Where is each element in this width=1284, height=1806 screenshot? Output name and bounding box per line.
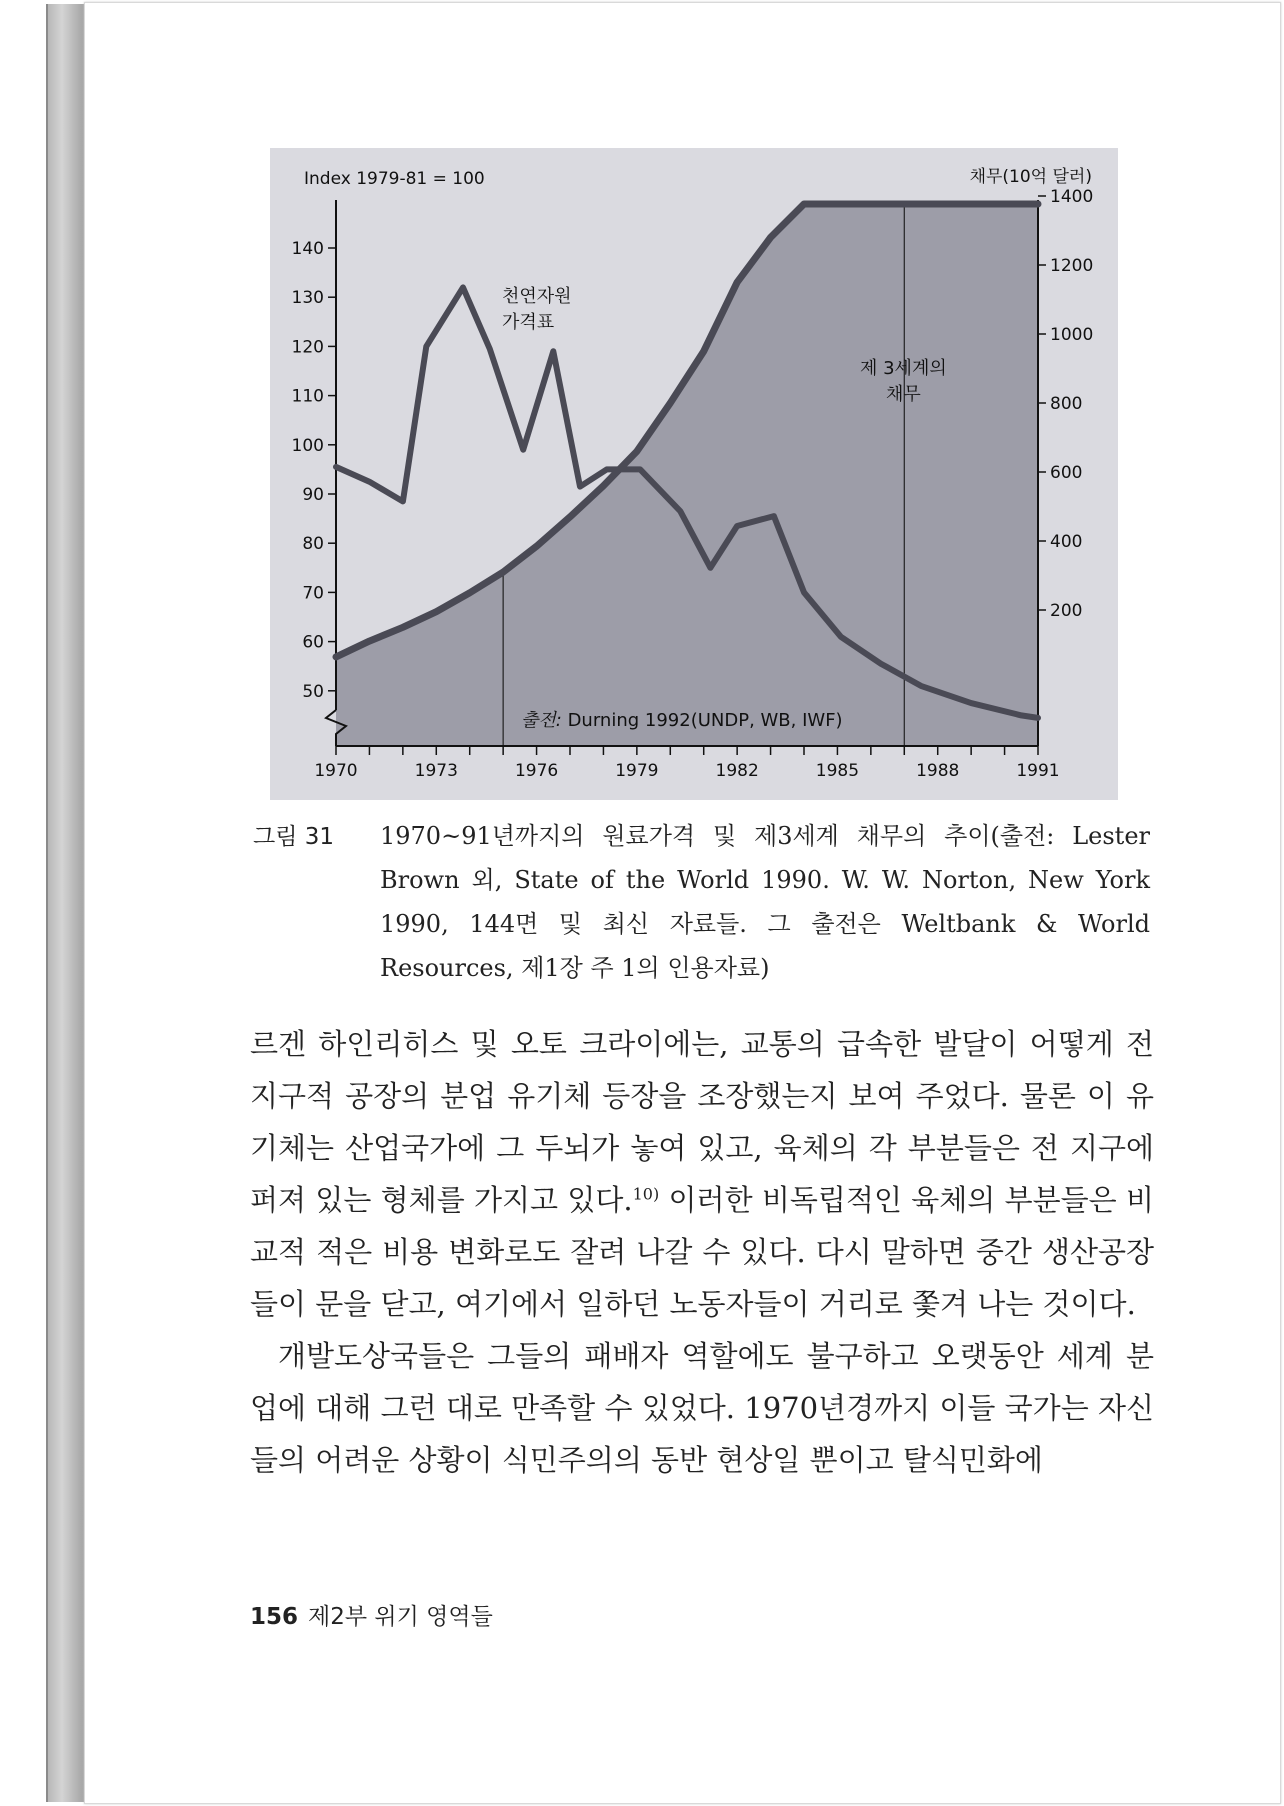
- page-number: 156: [250, 1604, 299, 1630]
- left-tick-label: 90: [302, 485, 324, 505]
- left-tick-label: 100: [291, 435, 324, 456]
- right-tick-label: 200: [1050, 601, 1083, 621]
- resource-label-line1: 천연자원: [502, 286, 572, 307]
- body-text: [250, 1018, 1154, 1486]
- debt-label-line2: 채무: [886, 384, 921, 405]
- debt-area: [336, 204, 1038, 746]
- x-tick-label: 1991: [1016, 761, 1060, 781]
- left-tick-label: 80: [302, 534, 324, 555]
- figure-chart: [270, 148, 1118, 800]
- right-tick-label: 1000: [1050, 325, 1094, 345]
- source-note: [521, 710, 843, 731]
- chart-title-right: 채무(10억 달러): [969, 167, 1092, 187]
- x-tick-label: 1970: [314, 761, 358, 781]
- left-tick-label: 50: [302, 681, 324, 702]
- footer-section: 제2부 위기 영역들: [308, 1604, 493, 1630]
- right-tick-label: 800: [1050, 394, 1083, 414]
- caption-text: 1970~91년까지의 원료가격 및 제3세계 채무의 추이(출전: Lester Brown 외, State of the World 1990. W. W. Norton, New York 1990, 144면 및 최신 자료들. 그 출전은 Weltbank & World Resources, 제1장 주 1의 인용자료): [380, 822, 1150, 982]
- left-tick-label: 140: [291, 239, 324, 259]
- paragraph-1: [250, 1018, 1154, 1330]
- source-prefix: 출전:: [521, 710, 562, 731]
- debt-label-line1: 제 3세계의: [860, 358, 947, 379]
- left-tick-label: 110: [291, 386, 324, 407]
- chart-svg: [270, 148, 1118, 800]
- paragraph-1-part-b: 이러한 비독립적인 육체의 부분들은 비교적 적은 비용 변화로도 잘려 나갈 수 있다. 다시 말하면 중간 생산공장들이 문을 닫고, 여기에서 일하던 노동자들이 거리로 쫓겨 나는 것이다.: [250, 1183, 1154, 1321]
- right-tick-label: 1400: [1050, 187, 1094, 207]
- x-tick-label: 1973: [414, 761, 458, 781]
- right-tick-label: 400: [1050, 532, 1083, 552]
- x-tick-label: 1979: [615, 761, 659, 781]
- footnote-ref: 10): [632, 1184, 660, 1204]
- x-tick-label: 1988: [916, 761, 960, 781]
- caption-label: 그림 31: [253, 824, 335, 850]
- chart-title-left: Index 1979-81 = 100: [304, 169, 485, 189]
- page-footer: [250, 1598, 493, 1631]
- paragraph-2: 개발도상국들은 그들의 패배자 역할에도 불구하고 오랫동안 세계 분업에 대해 그런 대로 만족할 수 있었다. 1970년경까지 이들 국가는 자신들의 어려운 상황이 식민주의의 동반 현상일 뿐이고 탈식민화에: [250, 1339, 1154, 1477]
- x-tick-label: 1985: [815, 761, 860, 781]
- left-tick-label: 130: [291, 288, 324, 309]
- left-tick-label: 70: [302, 583, 324, 604]
- right-tick-label: 600: [1050, 463, 1083, 483]
- left-tick-label: 120: [291, 337, 324, 358]
- left-tick-label: 60: [302, 632, 324, 653]
- x-tick-label: 1982: [715, 761, 759, 781]
- source-text: Durning 1992(UNDP, WB, IWF): [561, 710, 843, 731]
- x-tick-label: 1976: [514, 761, 559, 781]
- book-edge: [46, 4, 88, 1802]
- paragraph-1-part-a: 르겐 하인리히스 및 오토 크라이에는, 교통의 급속한 발달이 어떻게 전지구적 공장의 분업 유기체 등장을 조장했는지 보여 주었다. 물론 이 유기체는 산업국가에 그 두뇌가 놓여 있고, 육체의 각 부분들은 전 지구에 퍼져 있는 형체를 가지고 있다.: [250, 1027, 1154, 1217]
- resource-label-line2: 가격표: [502, 312, 555, 333]
- right-tick-label: 1200: [1050, 256, 1094, 276]
